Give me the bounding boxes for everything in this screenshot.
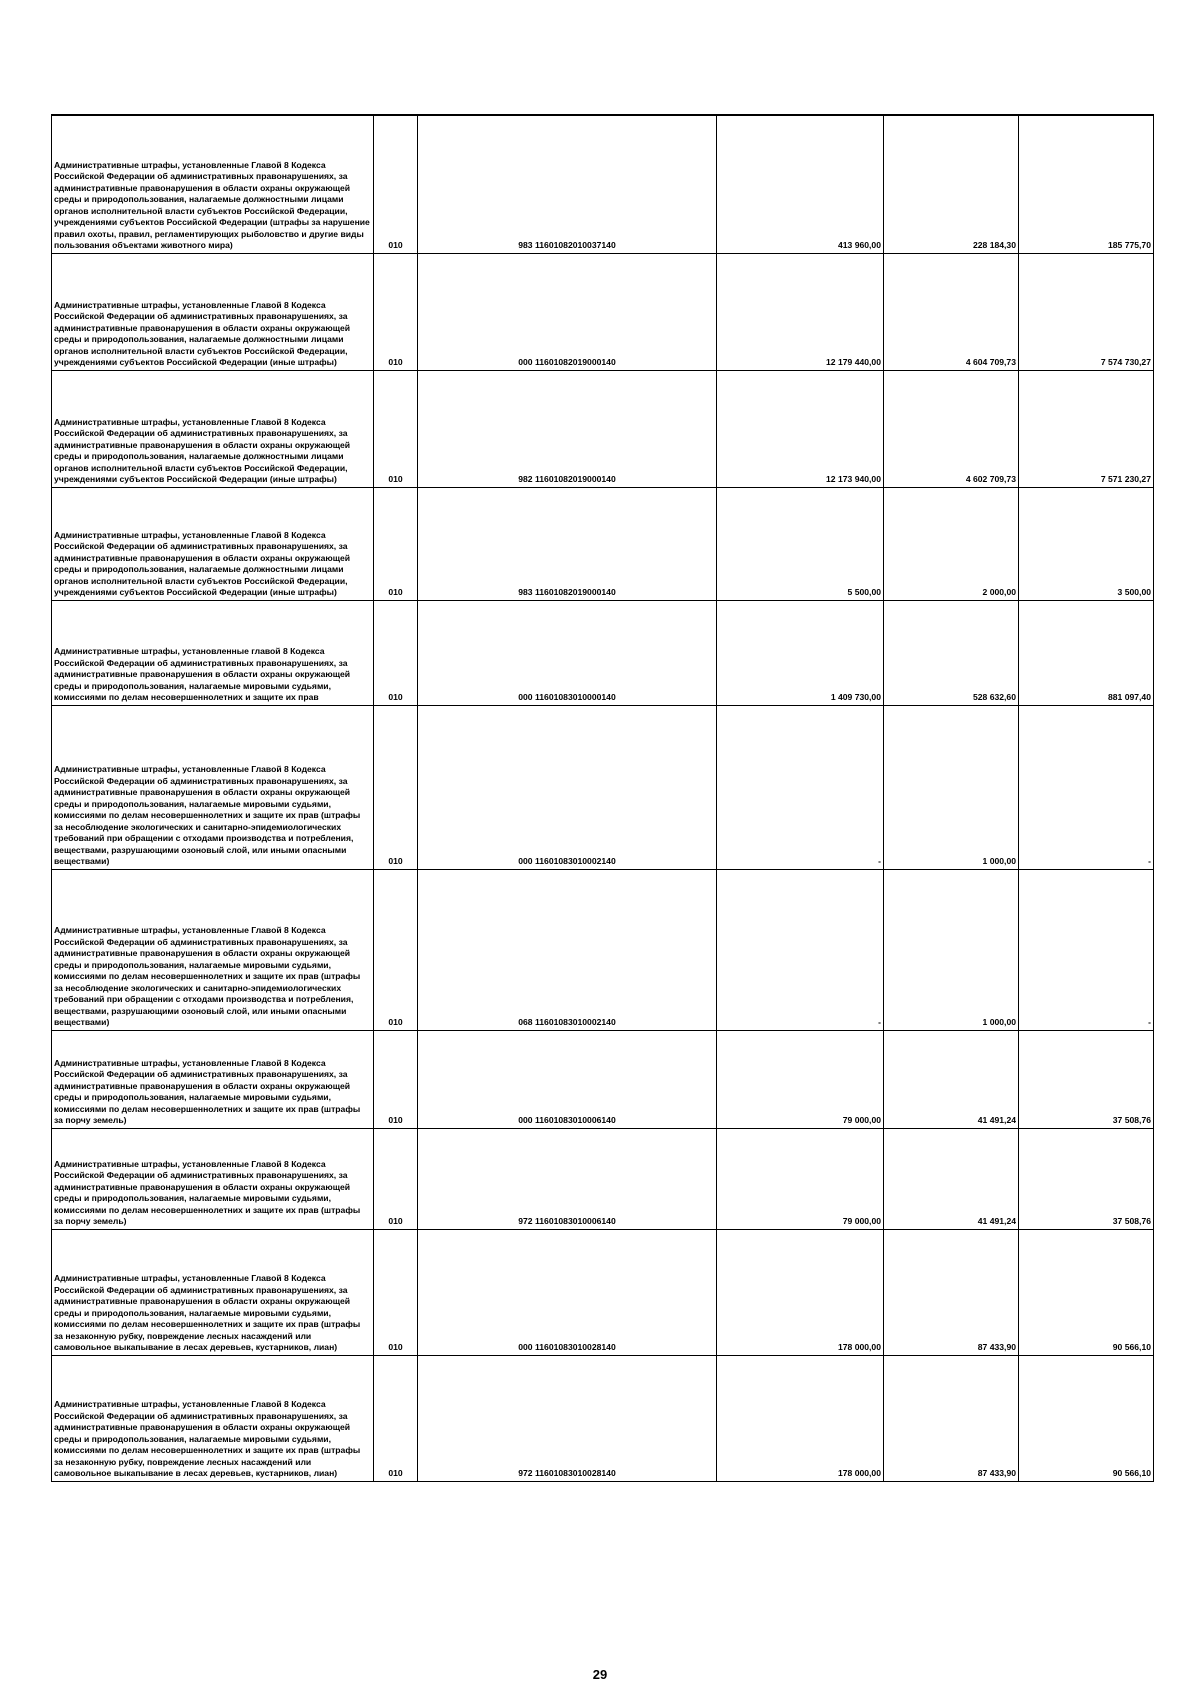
row-executed-cell: 2 000,00 [884,487,1019,600]
row-line-code-cell: 010 [374,869,418,1030]
row-name-cell: Административные штрафы, установленные Главой 8 Кодекса Российской Федерации об административных правонарушениях, за административные правонарушения в области охраны окружающей среды и природопользования, налагаемые должностными лицами органов исполнительной власти субъектов Российской Федерации, учреждениями субъектов Российской Федерации (иные штрафы) [52,487,374,600]
row-executed-cell: 41 491,24 [884,1030,1019,1128]
row-name-cell: Административные штрафы, установленные Главой 8 Кодекса Российской Федерации об административных правонарушениях, за административные правонарушения в области охраны окружающей среды и природопользования, налагаемые должностными лицами органов исполнительной власти субъектов Российской Федерации, учреждениями субъектов Российской Федерации (штрафы за нарушение правил охоты, правил, регламентирующих рыболовство и другие виды пользования объектами животного мира) [52,115,374,253]
row-executed-cell: 4 604 709,73 [884,253,1019,370]
page-number: 29 [592,1667,608,1682]
table-row [52,1229,1154,1355]
row-unexecuted-cell: 3 500,00 [1019,487,1154,600]
row-approved-cell: 413 960,00 [717,115,884,253]
row-budget-code-cell: 068 11601083010002140 [418,869,717,1030]
row-name-cell: Административные штрафы, установленные Главой 8 Кодекса Российской Федерации об административных правонарушениях, за административные правонарушения в области охраны окружающей среды и природопользования, налагаемые мировыми судьями, комиссиями по делам несовершеннолетних и защите их прав (штрафы за порчу земель) [52,1030,374,1128]
row-approved-cell: - [717,869,884,1030]
row-executed-cell: 87 433,90 [884,1229,1019,1355]
table-body [52,115,1154,1481]
row-budget-code-cell: 972 11601083010028140 [418,1355,717,1481]
revenue-table [51,114,1154,1482]
row-approved-cell: 79 000,00 [717,1030,884,1128]
row-line-code-cell: 010 [374,370,418,487]
row-executed-cell: 528 632,60 [884,600,1019,705]
row-unexecuted-cell: 37 508,76 [1019,1128,1154,1229]
row-name-cell: Административные штрафы, установленные Главой 8 Кодекса Российской Федерации об административных правонарушениях, за административные правонарушения в области охраны окружающей среды и природопользования, налагаемые должностными лицами органов исполнительной власти субъектов Российской Федерации, учреждениями субъектов Российской Федерации (иные штрафы) [52,370,374,487]
row-executed-cell: 1 000,00 [884,705,1019,869]
row-executed-cell: 228 184,30 [884,115,1019,253]
row-executed-cell: 87 433,90 [884,1355,1019,1481]
row-unexecuted-cell: - [1019,705,1154,869]
row-line-code-cell: 010 [374,600,418,705]
row-executed-cell: 4 602 709,73 [884,370,1019,487]
row-line-code-cell: 010 [374,253,418,370]
row-unexecuted-cell: 185 775,70 [1019,115,1154,253]
row-executed-cell: 1 000,00 [884,869,1019,1030]
row-name-cell: Административные штрафы, установленные главой 8 Кодекса Российской Федерации об административных правонарушениях, за административные правонарушения в области охраны окружающей среды и природопользования, налагаемые мировыми судьями, комиссиями по делам несовершеннолетних и защите их прав [52,600,374,705]
row-name-cell: Административные штрафы, установленные Главой 8 Кодекса Российской Федерации об административных правонарушениях, за административные правонарушения в области охраны окружающей среды и природопользования, налагаемые мировыми судьями, комиссиями по делам несовершеннолетних и защите их прав (штрафы за порчу земель) [52,1128,374,1229]
row-line-code-cell: 010 [374,705,418,869]
row-line-code-cell: 010 [374,1030,418,1128]
row-approved-cell: - [717,705,884,869]
table-row [52,869,1154,1030]
row-budget-code-cell: 982 11601082019000140 [418,370,717,487]
row-executed-cell: 41 491,24 [884,1128,1019,1229]
row-unexecuted-cell: - [1019,869,1154,1030]
row-unexecuted-cell: 37 508,76 [1019,1030,1154,1128]
row-unexecuted-cell: 90 566,10 [1019,1229,1154,1355]
row-unexecuted-cell: 90 566,10 [1019,1355,1154,1481]
table-row [52,1128,1154,1229]
table-row [52,705,1154,869]
row-name-cell: Административные штрафы, установленные Главой 8 Кодекса Российской Федерации об административных правонарушениях, за административные правонарушения в области охраны окружающей среды и природопользования, налагаемые мировыми судьями, комиссиями по делам несовершеннолетних и защите их прав (штрафы за несоблюдение экологических и санитарно-эпидемиологических требований при обращении с отходами производства и потребления, веществами, разрушающими озоновый слой, или иными опасными веществами) [52,869,374,1030]
row-budget-code-cell: 000 11601082019000140 [418,253,717,370]
row-approved-cell: 1 409 730,00 [717,600,884,705]
row-name-cell: Административные штрафы, установленные Главой 8 Кодекса Российской Федерации об административных правонарушениях, за административные правонарушения в области охраны окружающей среды и природопользования, налагаемые мировыми судьями, комиссиями по делам несовершеннолетних и защите их прав (штрафы за незаконную рубку, повреждение лесных насаждений или самовольное выкапывание в лесах деревьев, кустарников, лиан) [52,1355,374,1481]
table-row [52,1355,1154,1481]
row-unexecuted-cell: 7 571 230,27 [1019,370,1154,487]
table-row [52,253,1154,370]
table-row [52,115,1154,253]
table-row [52,1030,1154,1128]
row-approved-cell: 12 173 940,00 [717,370,884,487]
table-row [52,600,1154,705]
row-unexecuted-cell: 881 097,40 [1019,600,1154,705]
row-line-code-cell: 010 [374,487,418,600]
row-approved-cell: 79 000,00 [717,1128,884,1229]
row-line-code-cell: 010 [374,1128,418,1229]
row-budget-code-cell: 000 11601083010000140 [418,600,717,705]
row-name-cell: Административные штрафы, установленные Главой 8 Кодекса Российской Федерации об административных правонарушениях, за административные правонарушения в области охраны окружающей среды и природопользования, налагаемые должностными лицами органов исполнительной власти субъектов Российской Федерации, учреждениями субъектов Российской Федерации (иные штрафы) [52,253,374,370]
row-budget-code-cell: 000 11601083010006140 [418,1030,717,1128]
row-budget-code-cell: 000 11601083010028140 [418,1229,717,1355]
row-unexecuted-cell: 7 574 730,27 [1019,253,1154,370]
row-budget-code-cell: 972 11601083010006140 [418,1128,717,1229]
row-budget-code-cell: 000 11601083010002140 [418,705,717,869]
table-row [52,370,1154,487]
row-approved-cell: 178 000,00 [717,1355,884,1481]
row-name-cell: Административные штрафы, установленные Главой 8 Кодекса Российской Федерации об административных правонарушениях, за административные правонарушения в области охраны окружающей среды и природопользования, налагаемые мировыми судьями, комиссиями по делам несовершеннолетних и защите их прав (штрафы за незаконную рубку, повреждение лесных насаждений или самовольное выкапывание в лесах деревьев, кустарников, лиан) [52,1229,374,1355]
row-line-code-cell: 010 [374,1355,418,1481]
row-approved-cell: 178 000,00 [717,1229,884,1355]
row-name-cell: Административные штрафы, установленные Главой 8 Кодекса Российской Федерации об административных правонарушениях, за административные правонарушения в области охраны окружающей среды и природопользования, налагаемые мировыми судьями, комиссиями по делам несовершеннолетних и защите их прав (штрафы за несоблюдение экологических и санитарно-эпидемиологических требований при обращении с отходами производства и потребления, веществами, разрушающими озоновый слой, или иными опасными веществами) [52,705,374,869]
row-approved-cell: 12 179 440,00 [717,253,884,370]
row-line-code-cell: 010 [374,1229,418,1355]
row-budget-code-cell: 983 11601082019000140 [418,487,717,600]
row-budget-code-cell: 983 11601082010037140 [418,115,717,253]
table-row [52,487,1154,600]
row-approved-cell: 5 500,00 [717,487,884,600]
row-line-code-cell: 010 [374,115,418,253]
